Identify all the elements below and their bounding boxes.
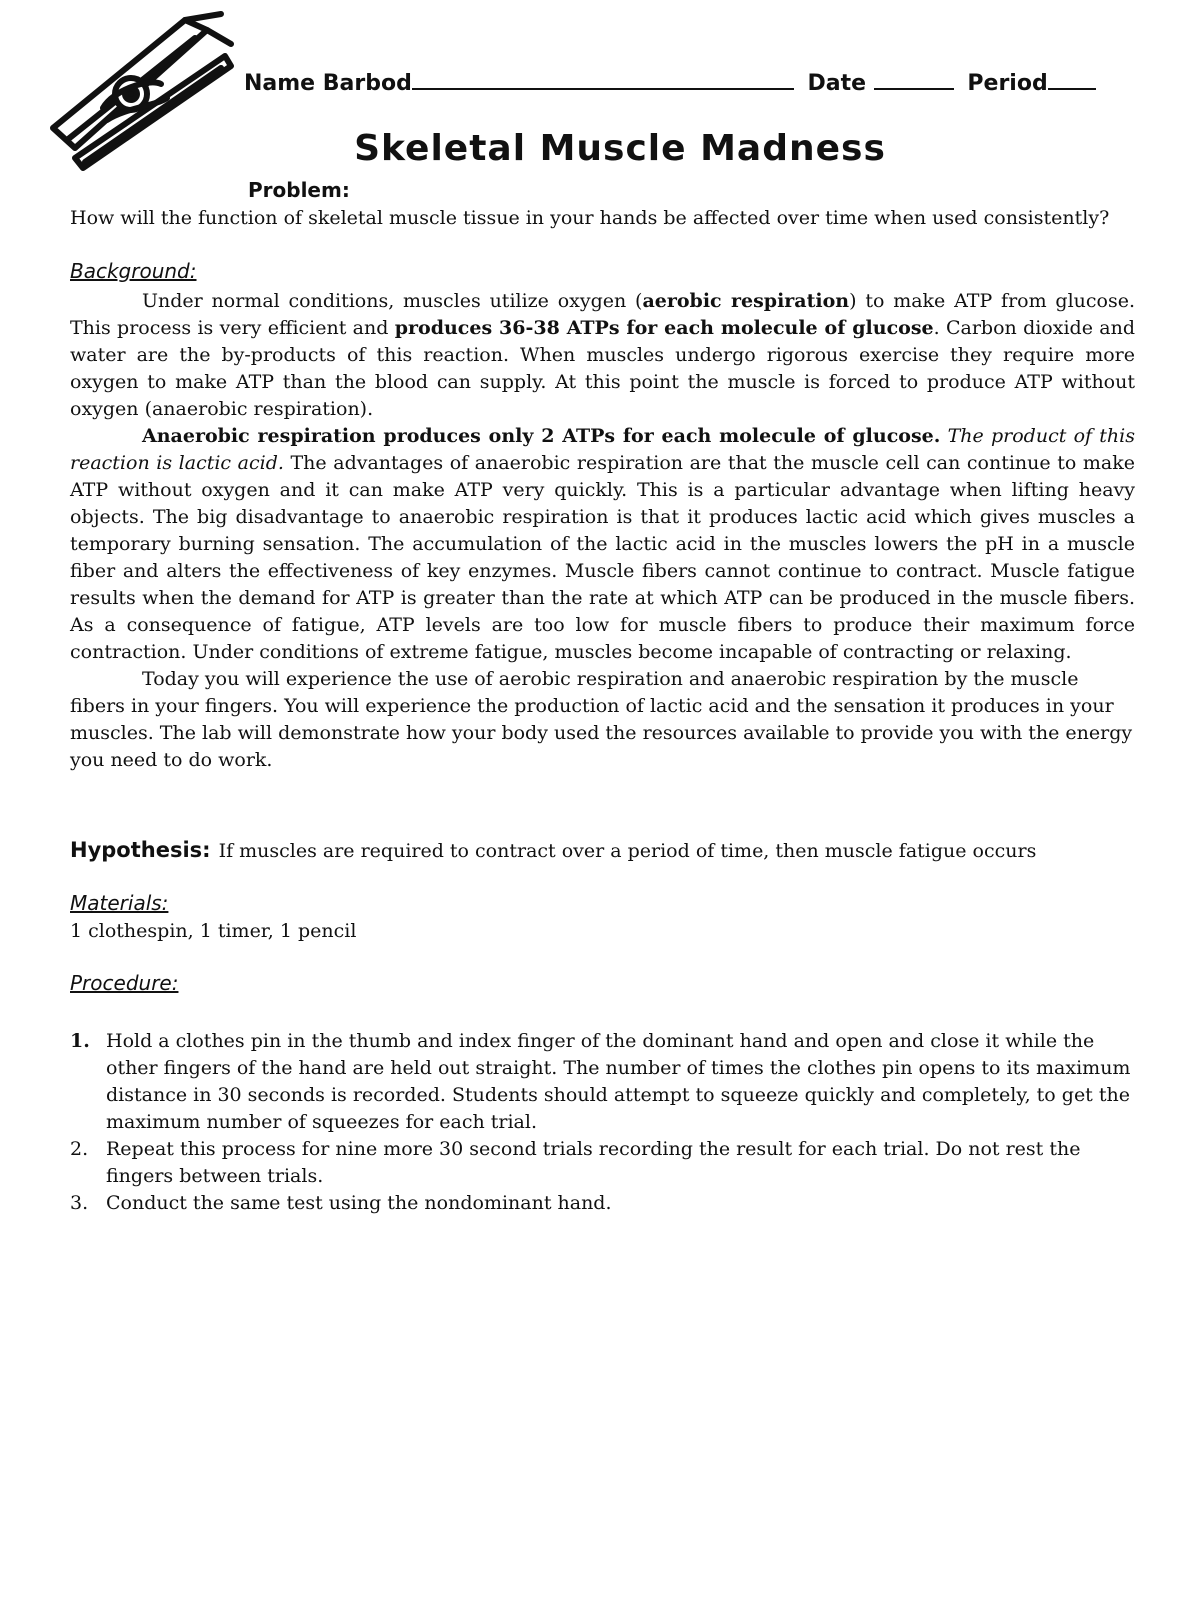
procedure-step	[70, 1028, 1135, 1136]
background-section	[70, 258, 1135, 774]
bg-p1-bold-2: produces 36-38 ATPs for each molecule of glucose	[394, 317, 934, 339]
background-label: Background:	[70, 259, 197, 283]
step-text: Conduct the same test using the nondominant hand.	[106, 1192, 612, 1214]
step-text: Repeat this process for nine more 30 second trials recording the result for each trial. Do not rest the fingers between trials.	[106, 1138, 1081, 1187]
page-title: Skeletal Muscle Madness	[354, 128, 886, 169]
bg-p2-italic: The product of this reaction is lactic acid.	[70, 425, 1136, 474]
bg-p1-bold-1: aerobic respiration	[642, 290, 850, 312]
date-blank[interactable]	[874, 68, 954, 90]
step-number: 3.	[70, 1192, 89, 1214]
hypothesis-text: If muscles are required to contract over a period of time, then muscle fatigue occurs	[218, 840, 1037, 862]
materials-label: Materials:	[70, 891, 169, 915]
problem-text: How will the function of skeletal muscle tissue in your hands be affected over time when used consistently?	[70, 207, 1110, 229]
student-info-line	[244, 68, 1096, 96]
procedure-step	[70, 1136, 1135, 1190]
step-text: Hold a clothes pin in the thumb and index finger of the dominant hand and open and close it while the other fingers of the hand are held out straight. The number of times the clothes pin opens to its maximum distance in 30 seconds is recorded. Students should attempt to squeeze quickly and completely, to get the maximum number of squeezes for each trial.	[106, 1030, 1131, 1133]
period-blank[interactable]	[1048, 68, 1096, 90]
hypothesis-line	[70, 838, 1036, 862]
name-label: Name Barbod	[244, 71, 412, 96]
problem-label: Problem:	[248, 178, 350, 202]
procedure-steps	[70, 1028, 1135, 1217]
hypothesis-label: Hypothesis:	[70, 838, 211, 862]
period-label: Period	[967, 71, 1048, 96]
materials-section	[70, 890, 1135, 945]
date-label: Date	[807, 71, 867, 96]
background-paragraph-2	[70, 423, 1135, 666]
bg-p1-text-1: Under normal conditions, muscles utilize oxygen (	[142, 290, 643, 312]
background-paragraph-3: Today you will experience the use of aerobic respiration and anaerobic respiration by the muscle fibers in your fingers. You will experience the production of lactic acid and the sensation it produces in your muscles. The lab will demonstrate how your body used the resources available to provide you with the energy you need to do work.	[70, 668, 1133, 771]
bg-p2-bold: Anaerobic respiration produces only 2 ATPs for each molecule of glucose.	[142, 425, 941, 447]
procedure-heading	[70, 970, 1135, 998]
name-blank[interactable]	[412, 68, 794, 90]
procedure-label: Procedure:	[70, 971, 179, 995]
bg-p1-text-3: . Carbon dioxide and water are the by-products of this reaction. When muscles undergo rigorous exercise they require more oxygen to make ATP than the blood can supply. At this point the muscle is forced to produce ATP without oxygen (anaerobic respiration).	[70, 317, 1135, 420]
step-number: 2.	[70, 1138, 89, 1160]
bg-p1-text-2: ) to make ATP from glucose. This process is very efficient and	[70, 290, 1135, 339]
background-paragraph-1	[70, 288, 1135, 423]
materials-text: 1 clothespin, 1 timer, 1 pencil	[70, 920, 357, 942]
step-number: 1.	[70, 1030, 90, 1052]
procedure-step	[70, 1190, 1135, 1217]
bg-p2-text: The advantages of anaerobic respiration are that the muscle cell can continue to make ATP without oxygen and it can make ATP very quickly. This is a particular advantage when lifting heavy objects. The big disadvantage to anaerobic respiration is that it produces lactic acid which gives muscles a temporary burning sensation. The accumulation of the lactic acid in the muscles lowers the pH in a muscle fiber and alters the effectiveness of key enzymes. Muscle fibers cannot continue to contract. Muscle fatigue results when the demand for ATP is greater than the rate at which ATP can be produced in the muscle fibers. As a consequence of fatigue, ATP levels are too low for muscle fibers to produce their maximum force contraction. Under conditions of extreme fatigue, muscles become incapable of contracting or relaxing.	[70, 452, 1135, 663]
